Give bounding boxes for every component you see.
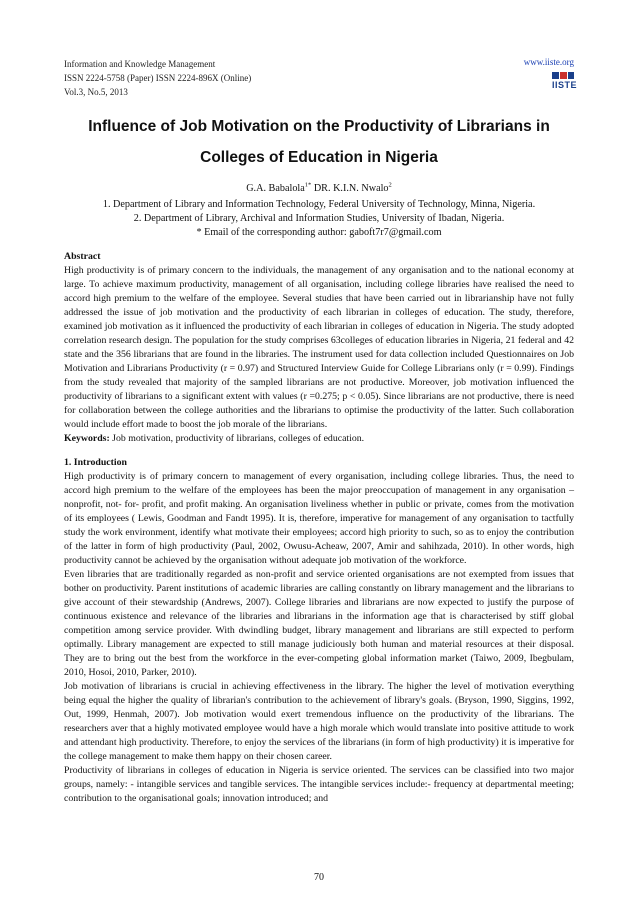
website-link[interactable]: www.iiste.org	[523, 57, 574, 67]
abstract-text: High productivity is of primary concern to the individuals, the management of any organisation and to the national economy at large. To achieve maximum productivity, management of all organisation, including college libraries have realised the need to accord high premium to the welfare of the employee. Several studies that have been carried out in librarianship have not fully addressed the issue of job motivation and the productivity of each librarian in colleges of education. The study, therefore, examined job motivation as it influenced the productivity of each librarian in colleges of education in Nigeria. The study adopted correlation research design. The population for the study comprises 63colleges of education libraries in Nigeria, 21 federal and 42 state and the 356 librarians that are found in the libraries. The instrument used for data collection included Questionnaires on Job Motivation and Librarians Productivity (r = 0.97) and Structured Interview Guide for College Librarians only (r = 0.99). Findings from the study revealed that majority of the sampled librarians are not productive. Moreover, job motivation influenced the productivity of librarians to a significant extent with values (r =0.275; p < 0.05). Since librarians are not productive, there is need for collaboration between the college authorities and the librarians to optimise the productivity of the latter. Such collaboration would include effort made to boost the job morale of the librarians.	[64, 265, 574, 430]
author-2: DR. K.I.N. Nwalo	[311, 183, 389, 194]
affiliation-1: 1. Department of Library and Information Technology, Federal University of Technology, Minna, Nigeria.	[102, 199, 536, 210]
intro-paragraph: Job motivation of librarians is crucial in achieving effectiveness in the library. The higher the level of motivation everything being equal the higher the quality of librarian's contribution to the achievement of library's goals. (Bryson, 1990, Siggins, 1992, Out, 1999, Henmah, 2007). Job motivation would exert tremendous influence on the productivity of the librarians. The researchers aver that a highly motivated employee would have a high morale which would translate into positive attitude to work and attendant high productivity. Therefore, to enjoy the services of the librarians (in form of high productivity) it is imperative for the college management to make them happy on their chosen career.	[64, 681, 574, 762]
author-2-marker: 2	[388, 181, 392, 189]
journal-header	[64, 57, 251, 99]
corresponding-email: * Email of the corresponding author: gaboft7r7@gmail.com	[196, 227, 442, 238]
author-1: G.A. Babalola	[246, 183, 305, 194]
issn-line: ISSN 2224-5758 (Paper) ISSN 2224-896X (Online)	[64, 73, 252, 83]
author-1-marker: 1*	[304, 181, 312, 189]
introduction-heading: 1. Introduction	[64, 457, 127, 468]
affiliation-2: 2. Department of Library, Archival and Information Studies, University of Ibadan, Nigeria.	[133, 213, 505, 224]
keywords-text: Job motivation, productivity of librarians, colleges of education.	[109, 433, 365, 444]
authors	[64, 183, 574, 194]
paper-body	[64, 250, 574, 806]
logo-text: IISTE	[552, 80, 578, 90]
volume-line: Vol.3, No.5, 2013	[64, 87, 128, 97]
intro-paragraph: Even libraries that are traditionally regarded as non-profit and service oriented organisations are not exempted from issues that bother on productivity. Parent institutions of academic libraries are calling constantly on library management and the librarians to give account of their stewardship (Andrews, 2007). College libraries and librarians are now expected to justify the purpose of continuous existence and relevance of the libraries and librarians in the information age that is characterised by stiff global competition among service provider. With dwindling budget, library management and librarians are still expected to perform optimally. Library management are expected to still manage judiciously both human and material resources at their disposal. They are to bring out the best from the workforce in the ever-competing global information market (Taiwo, 2009, Ibegbulam, 2010, Hosoi, 2010, Parker, 2010).	[64, 569, 574, 678]
journal-name: Information and Knowledge Management	[64, 59, 216, 69]
keywords	[64, 432, 574, 446]
paper-title-line-2: Colleges of Education in Nigeria	[200, 149, 438, 166]
abstract-heading: Abstract	[64, 251, 101, 262]
page-number: 70	[314, 872, 324, 883]
intro-paragraph: Productivity of librarians in colleges of education in Nigeria is service oriented. The services can be classified into two major groups, namely: - intangible services and tangible services. The intangible services include:- frequency at departmental meeting; contribution to the organisational goals; innovation introduced; and	[64, 765, 574, 804]
keywords-label: Keywords:	[64, 433, 110, 444]
intro-paragraph: High productivity is of primary concern to management of every organisation, including college libraries. Thus, the need to accord high premium to the welfare of the employees has been the major preoccupation of management in any organisation – nonprofit, not- for- profit, and profit making. An organisation liveliness whether in public or private, comes from the motivation of its employees ( Lewis, Goodman and Fandt 1995). It is, therefore, imperative for management of any organisation to tactfully study the work environment, identify what motivate their employees; accord high priority to such, so as to enjoy the contribution of the latter in form of high productivity (Paul, 2002, Owusu-Acheaw, 2007, Amir and sahihzada, 2010). In other words, high productivity cannot be achieved by the organisation without adequate job motivation of the workforce.	[64, 471, 574, 566]
paper-title-line-1: Influence of Job Motivation on the Productivity of Librarians in	[88, 118, 550, 135]
iiste-logo	[552, 72, 578, 90]
